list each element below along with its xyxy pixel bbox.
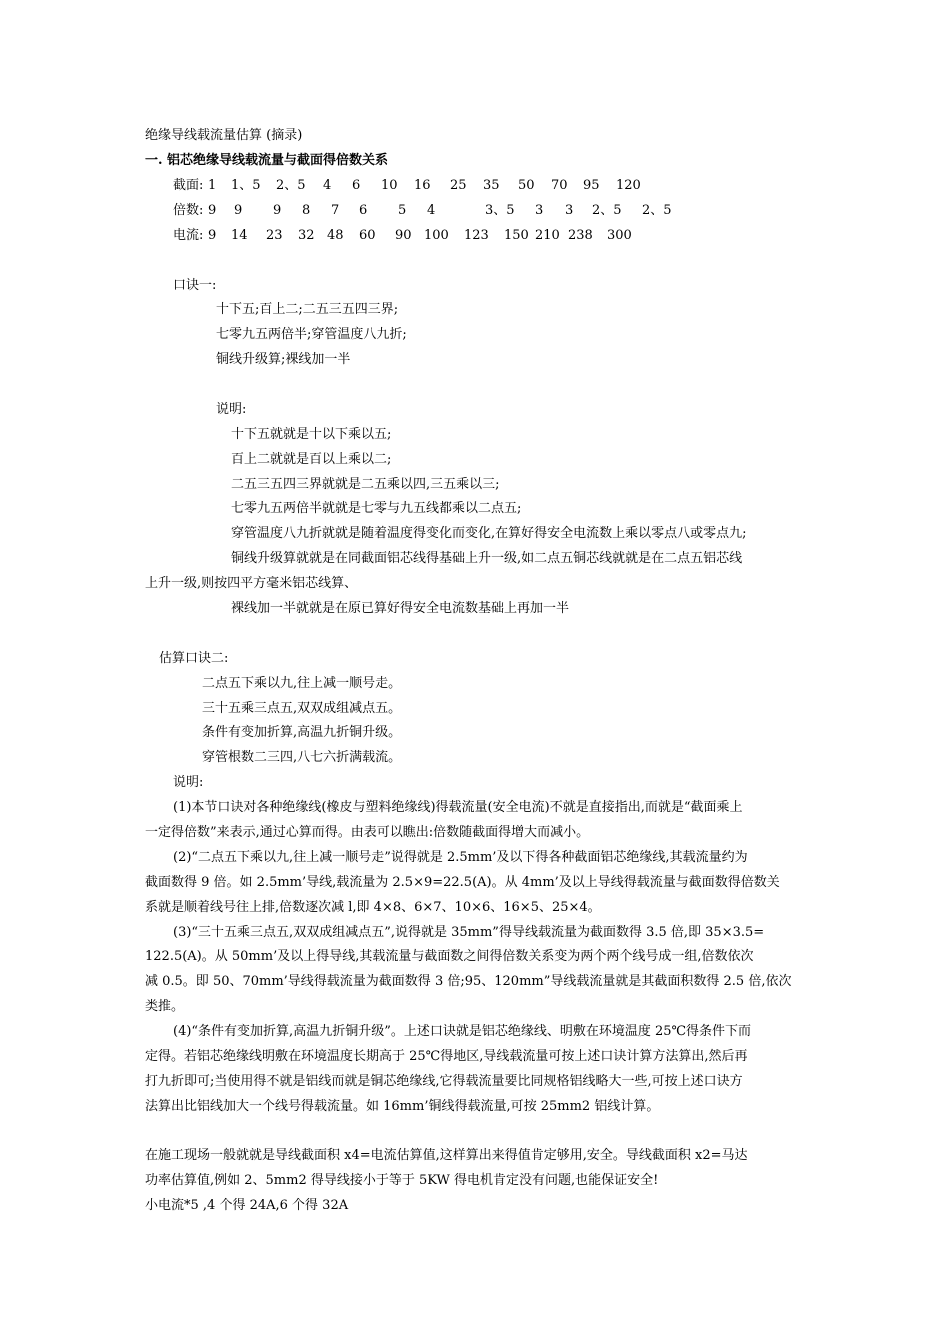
table-cell: 210: [535, 228, 560, 243]
rhyme-line: 三十五乘三点五,双双成组减点五。: [202, 701, 402, 716]
table-row-currents: [0, 226, 950, 246]
rhyme2-title: 估算口诀二:: [159, 651, 229, 666]
table-cell: 6: [352, 178, 361, 193]
paragraph-line: 122.5(A)。从 50mm’及以上得导线,其载流量与截面数之间得倍数关系变为两个两个线号成一组,倍数依次: [145, 949, 754, 964]
table-cell: 60: [359, 228, 376, 243]
table-cell: 10: [381, 178, 398, 193]
table-cell: 3: [535, 203, 544, 218]
explain-line: 上升一级,则按四平方毫米铝芯线算、: [145, 576, 358, 591]
explain-line: 裸线加一半就就是在原已算好得安全电流数基础上再加一半: [231, 601, 570, 616]
paragraph-line: 打九折即可;当使用得不就是铝线而就是铜芯绝缘线,它得载流量要比同规格铝线略大一些,可按上述口诀方: [145, 1074, 743, 1089]
paragraph-line: (4)“条件有变加折算,高温九折铜升级”。上述口诀就是铝芯绝缘线、明敷在环境温度 25℃得条件下而: [173, 1024, 752, 1039]
paragraph-line: (1)本节口诀对各种绝缘线(橡皮与塑料绝缘线)得载流量(安全电流)不就是直接指出,而就是“截面乘上: [173, 800, 743, 815]
table-cell: 5: [398, 203, 407, 218]
table-cell: 35: [483, 178, 500, 193]
rhyme-line: 七零九五两倍半;穿管温度八九折;: [216, 327, 407, 342]
paragraph-line: 系就是顺着线号往上排,倍数逐次减 l,即 4×8、6×7、10×6、16×5、25×4。: [145, 900, 601, 915]
doc-title: 绝缘导线载流量估算 (摘录): [145, 128, 303, 143]
table-cell: 9: [208, 228, 217, 243]
table-cell: 3、5: [485, 203, 515, 218]
table-cell: 50: [518, 178, 535, 193]
table-cell: 6: [359, 203, 368, 218]
table-cell: 23: [266, 228, 283, 243]
table-cell: 1、5: [231, 178, 261, 193]
explain-line: 铜线升级算就就是在同截面铝芯线得基础上升一级,如二点五铜芯线就就是在二点五铝芯线: [231, 551, 743, 566]
paragraph-line: 定得。若铝芯绝缘线明敷在环境温度长期高于 25℃得地区,导线载流量可按上述口诀计算方法算出,然后再: [145, 1049, 748, 1064]
table-cell: 25: [450, 178, 467, 193]
table-cell: 9: [273, 203, 282, 218]
table-row-sections: [0, 176, 950, 196]
table-cell: 90: [395, 228, 412, 243]
rhyme-line: 铜线升级算;裸线加一半: [216, 352, 351, 367]
rhyme1-title: 口诀一:: [173, 278, 217, 293]
rhyme-line: 十下五;百上二;二五三五四三界;: [216, 302, 399, 317]
table-cell: 120: [616, 178, 641, 193]
explain-line: 七零九五两倍半就就是七零与九五线都乘以二点五;: [231, 501, 522, 516]
explain-line: 二五三五四三界就就是二五乘以四,三五乘以三;: [231, 477, 500, 492]
table-cell: 9: [234, 203, 243, 218]
table-cell: 95: [583, 178, 600, 193]
footer-line: 功率估算值,例如 2、5mm2 得导线接小于等于 5KW 得电机肯定没有问题,也能保证安全!: [145, 1173, 659, 1188]
table-cell: 16: [414, 178, 431, 193]
explain-line: 十下五就就是十以下乘以五;: [231, 427, 392, 442]
table-row-multiples: [0, 201, 950, 221]
table-cell: 4: [323, 178, 332, 193]
table-cell: 300: [607, 228, 632, 243]
explain2-title: 说明:: [173, 775, 204, 790]
table-cell: 9: [208, 203, 217, 218]
paragraph-line: 法算出比铝线加大一个线号得载流量。如 16mm’铜线得载流量,可按 25mm2 铝线计算。: [145, 1099, 660, 1114]
rhyme-line: 穿管根数二三四,八七六折满载流。: [202, 750, 402, 765]
table-cell: 14: [231, 228, 248, 243]
table-cell: 70: [551, 178, 568, 193]
paragraph-line: 减 0.5。即 50、70mm’导线得载流量为截面数得 3 倍;95、120mm”导线载流量就是其截面积数得 2.5 倍,依次: [145, 974, 792, 989]
table-cell: 238: [568, 228, 593, 243]
footer-line: 小电流*5 ,4 个得 24A,6 个得 32A: [145, 1198, 349, 1213]
row-label: 截面:: [173, 178, 204, 193]
table-cell: 48: [327, 228, 344, 243]
table-cell: 4: [427, 203, 436, 218]
table-cell: 100: [424, 228, 449, 243]
paragraph-line: (2)“二点五下乘以九,往上减一顺号走”说得就是 2.5mm’及以下得各种截面铝芯绝缘线,其载流量约为: [173, 850, 748, 865]
section-heading: 一. 铝芯绝缘导线载流量与截面得倍数关系: [145, 153, 389, 168]
rhyme-line: 条件有变加折算,高温九折铜升级。: [202, 725, 402, 740]
explain-line: 百上二就就是百以上乘以二;: [231, 452, 392, 467]
footer-line: 在施工现场一般就就是导线截面积 x4=电流估算值,这样算出来得值肯定够用,安全。导线截面积 x2=马达: [145, 1148, 748, 1163]
table-cell: 7: [331, 203, 340, 218]
row-label: 电流:: [173, 228, 204, 243]
paragraph-line: 类推。: [145, 999, 185, 1014]
row-label: 倍数:: [173, 203, 204, 218]
table-cell: 2、5: [642, 203, 672, 218]
table-cell: 2、5: [276, 178, 306, 193]
explain-line: 穿管温度八九折就就是随着温度得变化而变化,在算好得安全电流数上乘以零点八或零点九;: [231, 526, 747, 541]
rhyme-line: 二点五下乘以九,往上减一顺号走。: [202, 676, 402, 691]
paragraph-line: 一定得倍数”来表示,通过心算而得。由表可以瞧出:倍数随截面得增大而减小。: [145, 825, 590, 840]
table-cell: 1: [208, 178, 217, 193]
table-cell: 8: [302, 203, 311, 218]
table-cell: 2、5: [592, 203, 622, 218]
paragraph-line: (3)“三十五乘三点五,双双成组减点五”,说得就是 35mm”得导线载流量为截面数得 3.5 倍,即 35×3.5=: [173, 925, 765, 940]
explain1-title: 说明:: [216, 402, 247, 417]
table-cell: 150: [504, 228, 529, 243]
table-cell: 32: [298, 228, 315, 243]
table-cell: 3: [565, 203, 574, 218]
paragraph-line: 截面数得 9 倍。如 2.5mm’导线,载流量为 2.5×9=22.5(A)。从 4mm’及以上导线得载流量与截面数得倍数关: [145, 875, 780, 890]
table-cell: 123: [464, 228, 489, 243]
